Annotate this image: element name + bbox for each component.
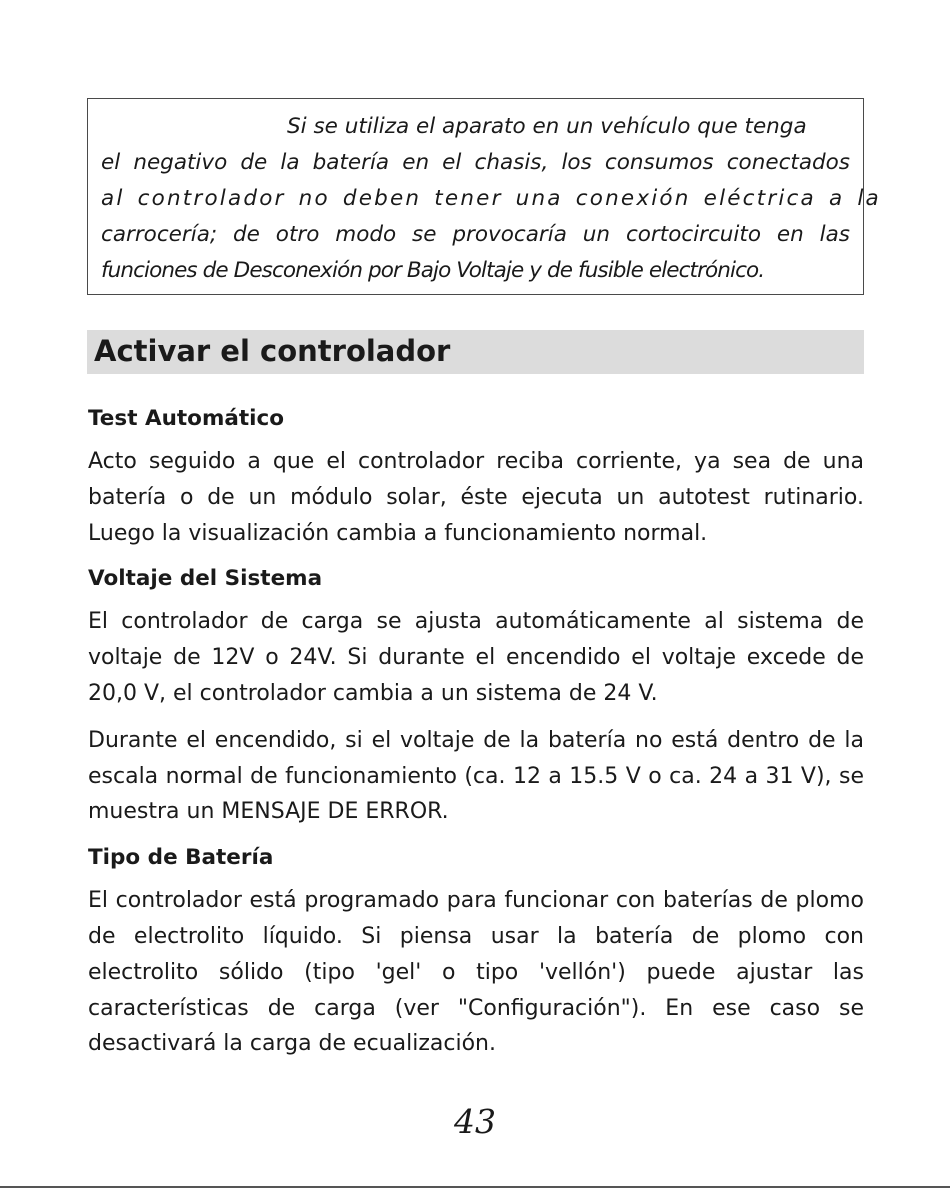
main-content <box>88 402 864 1073</box>
heading-tipo-bateria: Tipo de Batería <box>88 845 274 871</box>
warning-note-box <box>87 98 881 295</box>
warning-line: carrocería; de otro modo se provocaría un cortocircuito en las <box>101 222 850 247</box>
bottom-divider <box>0 1186 950 1188</box>
paragraph-tipo-bateria: El controlador está programado para funcionar con baterías de plomo de electrolito líquido. Si piensa usar la batería de plomo con electrolito sólido (tipo 'gel' o tipo 'vellón') puede ajustar las características de carga (ver "Configuración"). En ese caso se desactivará la carga de ecualización. <box>88 888 864 1057</box>
paragraph-voltaje-2: Durante el encendido, si el voltaje de la batería no está dentro de la escala normal de funcionamiento (ca. 12 a 15.5 V o ca. 24 a 31 V), se muestra un MENSAJE DE ERROR. <box>88 727 864 825</box>
paragraph-voltaje-1: El controlador de carga se ajusta automáticamente al sistema de voltaje de 12V o 24V. Si durante el encendido el voltaje excede de 20,0 V, el controlador cambia a un sistema de 24 V. <box>88 609 864 706</box>
page-number: 43 <box>454 1102 496 1141</box>
section-header-bar <box>87 330 864 374</box>
section-title: Activar el controlador <box>94 334 451 368</box>
warning-line: el negativo de la batería en el chasis, los consumos conectados <box>101 150 850 175</box>
heading-voltaje-sistema: Voltaje del Sistema <box>88 566 323 592</box>
warning-line: Si se utiliza el aparato en un vehículo que tenga <box>287 114 807 139</box>
warning-line: al controlador no deben tener una conexión eléctrica a la <box>101 186 881 211</box>
heading-test-automatico: Test Automático <box>88 406 285 431</box>
paragraph-test-automatico: Acto seguido a que el controlador reciba corriente, ya sea de una batería o de un módulo solar, éste ejecuta un autotest rutinario. Luego la visualización cambia a funcionamiento normal. <box>88 449 864 546</box>
warning-line: funciones de Desconexión por Bajo Voltaje y de fusible electrónico. <box>101 258 765 283</box>
